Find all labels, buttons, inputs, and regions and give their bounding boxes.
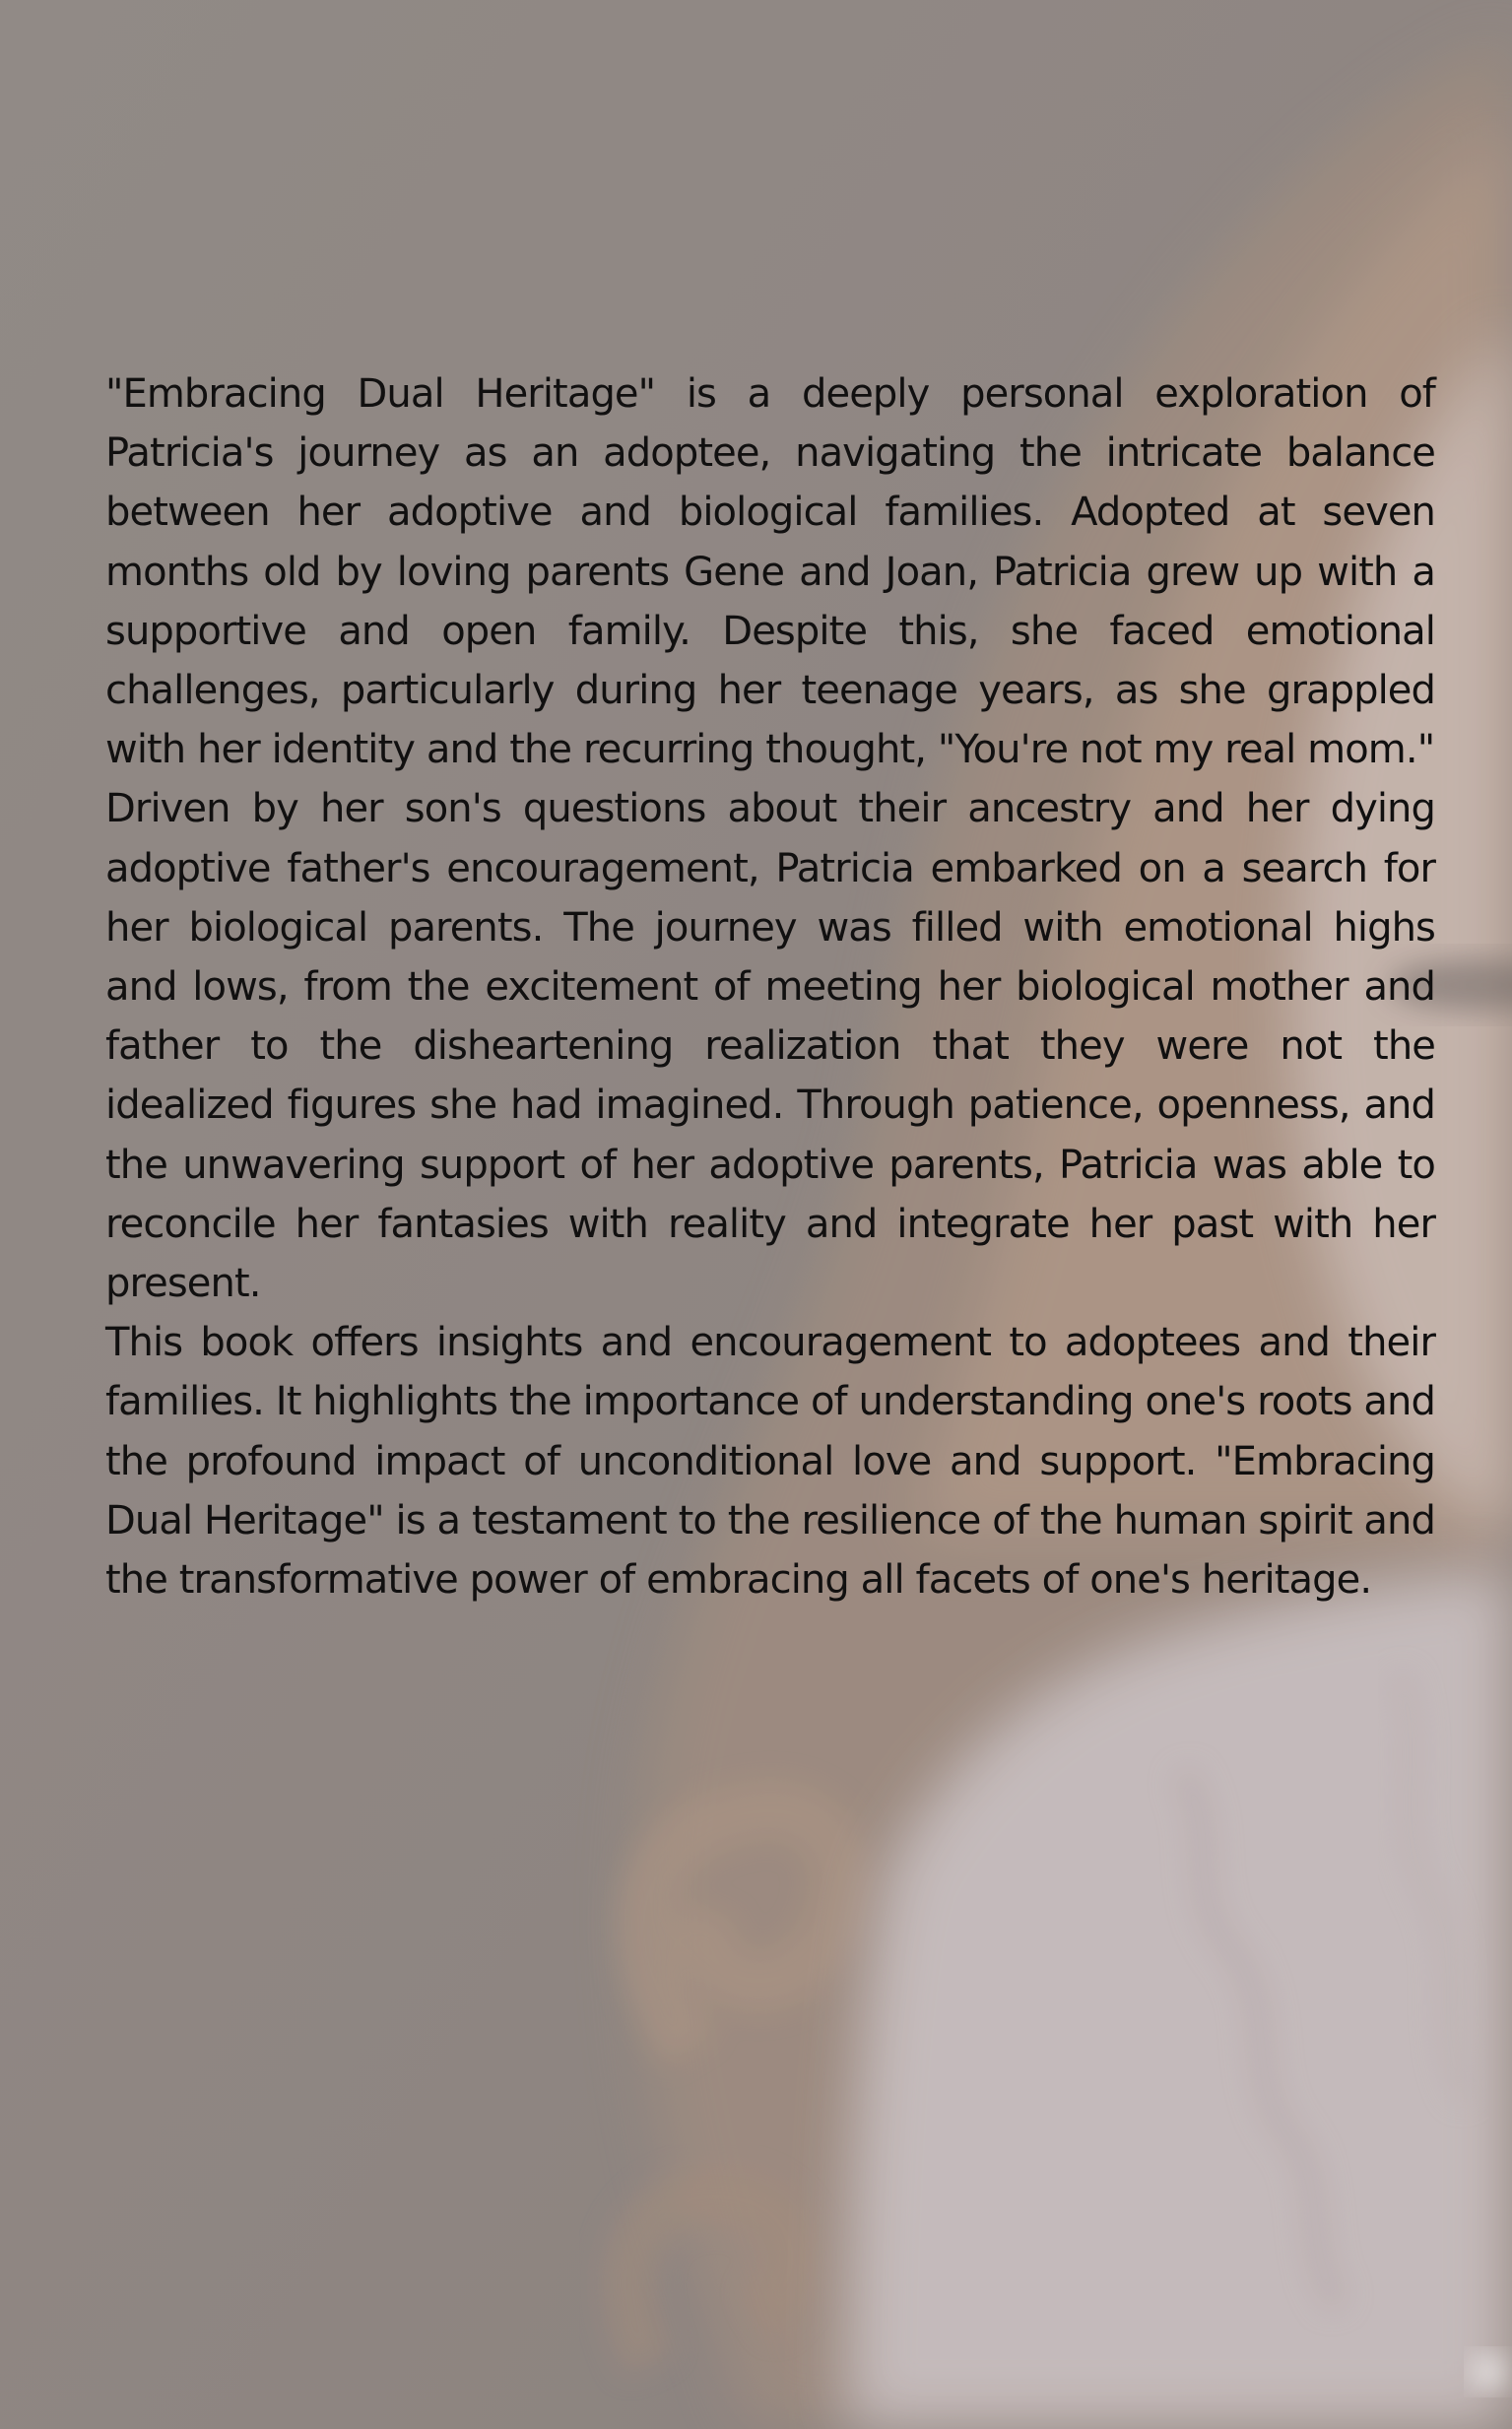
blurb-paragraph-2: Driven by her son's questions about their ancestry and her dying adoptive father's encouragement, Patricia embarked on a search for her biological parents. The journey was filled with emotional highs and lows, from the excitement of meeting her biological mother and father to the disheartening realization that they were not the idealized figures she had imagined. Through patience, openness, and the unwavering support of her adoptive parents, Patricia was able to reconcile her fantasies with reality and integrate her past with her present. [105,786,1435,1307]
blurb-paragraph-1: "Embracing Dual Heritage" is a deeply personal exploration of Patricia's journey as an adoptee, navigating the intricate balance between her adoptive and biological families. Adopted at seven months old by loving parents Gene and Joan, Patricia grew up with a supportive and open family. Despite this, she faced emotional challenges, particularly during her teenage years, as she grappled with her identity and the recurring thought, "You're not my real mom." [105,371,1435,773]
back-cover-blurb [105,364,1435,1609]
blurb-paragraph-3: This book offers insights and encouragement to adoptees and their families. It highlights the importance of understanding one's roots and the profound impact of unconditional love and support. "Embracing Dual Heritage" is a testament to the resilience of the human spirit and the transformative power of embracing all facets of one's heritage. [105,1320,1435,1604]
